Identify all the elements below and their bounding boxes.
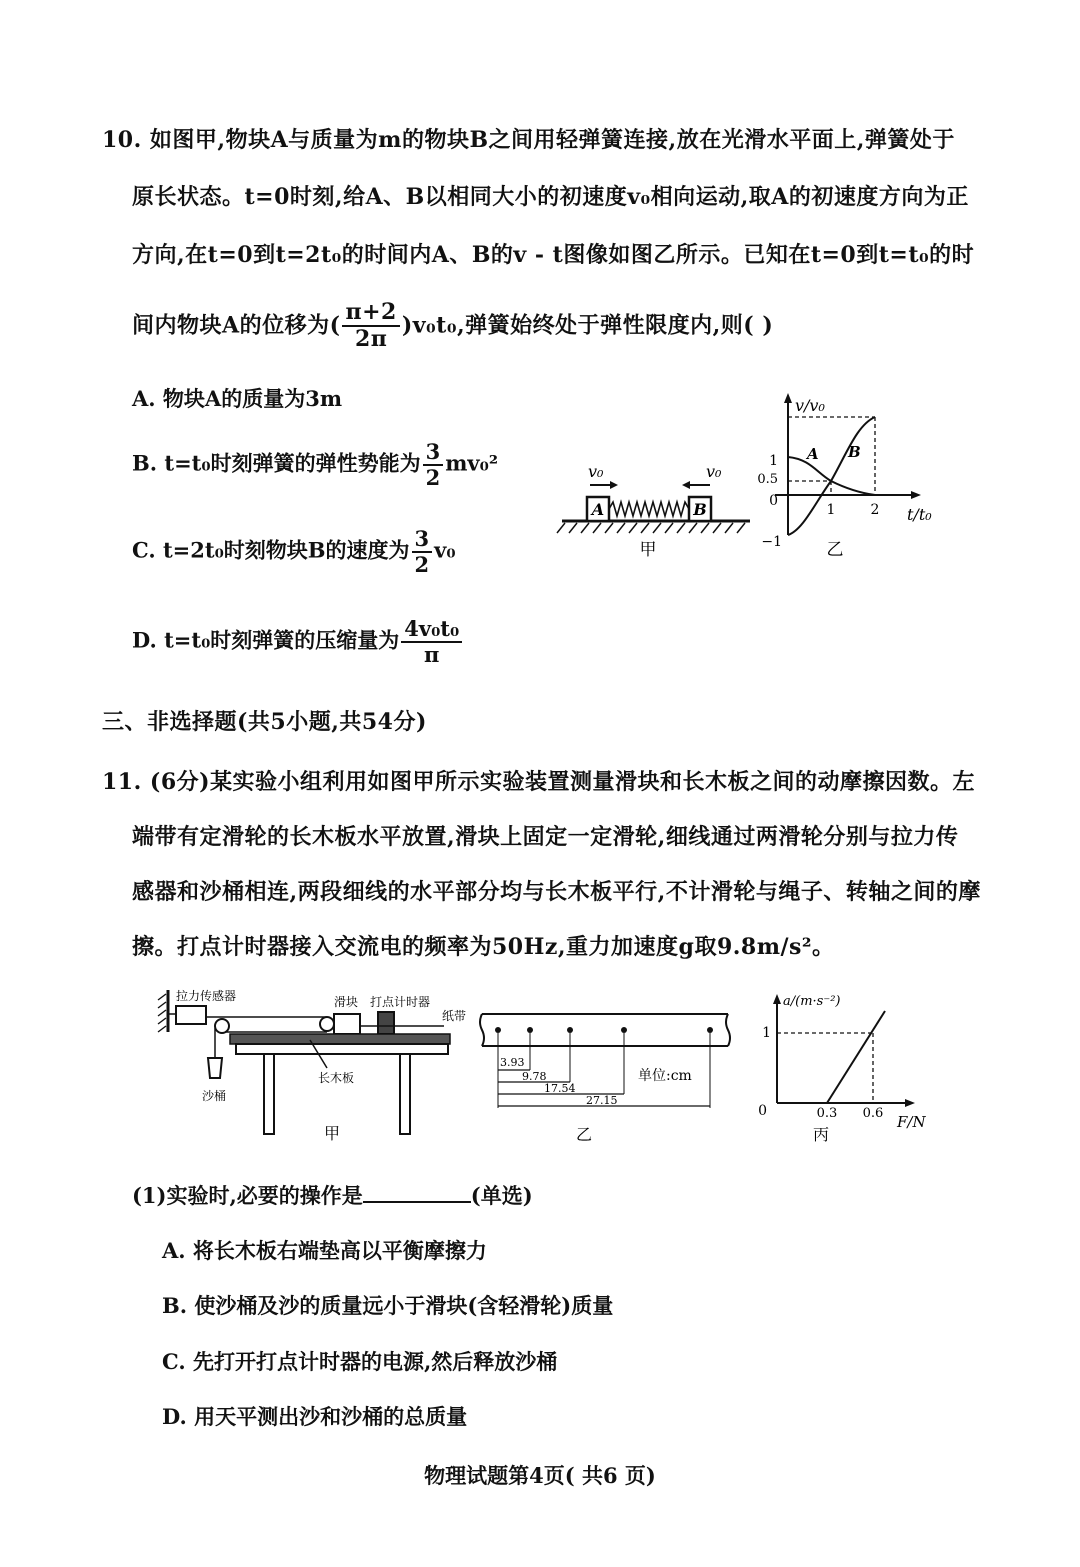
q10-option-a: A. 物块A的质量为3m xyxy=(132,386,343,411)
label-bucket: 沙桶 xyxy=(202,1089,227,1103)
option-c-pre: C. t=2t₀时刻物块B的速度为 xyxy=(132,537,410,563)
q10-line-3: 方向,在t=0到t=2t₀的时间内A、B的v - t图像如图乙所示。已知在t=0到t=t₀的时 xyxy=(132,242,975,268)
q11-option-d: D. 用天平测出沙和沙桶的总质量 xyxy=(162,1404,468,1429)
y-axis-arrow-icon xyxy=(784,393,792,403)
y-axis-label: v/v₀ xyxy=(795,396,825,415)
fraction-denominator: 2 xyxy=(425,465,441,491)
x-axis-arrow-icon xyxy=(911,491,921,499)
q11-line-3: 感器和沙桶相连,两段细线的水平部分均与长木板平行,不计滑轮与绳子、转轴之间的摩 xyxy=(132,879,981,905)
x-axis-label: t/t₀ xyxy=(907,505,932,524)
y-tick-minus-1: −1 xyxy=(761,534,782,550)
table-leg-left xyxy=(264,1054,274,1134)
q11-figure-jia xyxy=(152,982,472,1142)
label-board: 长木板 xyxy=(318,1071,355,1085)
slider-block xyxy=(334,1014,360,1034)
arrow-head-left-icon xyxy=(682,481,690,489)
distance-4: 27.15 xyxy=(586,1094,618,1107)
q10-line-4 xyxy=(132,300,773,353)
y-axis-label: a/(m·s⁻²) xyxy=(783,994,841,1009)
fraction-denominator: 2π xyxy=(354,326,388,353)
option-c-fraction xyxy=(412,527,433,577)
arrow-head-right-icon xyxy=(610,481,618,489)
distance-2: 9.78 xyxy=(522,1070,547,1083)
distance-3: 17.54 xyxy=(544,1082,576,1095)
figure-caption-jia: 甲 xyxy=(639,540,657,560)
q10-option-d xyxy=(132,617,464,667)
option-b-pre: B. t=t₀时刻弹簧的弹性势能为 xyxy=(132,450,421,476)
x-tick-0-6: 0.6 xyxy=(862,1106,884,1121)
q10-option-b xyxy=(132,440,498,490)
v0-right-label: v₀ xyxy=(706,462,722,481)
label-tape: 纸带 xyxy=(442,1009,467,1023)
fraction-numerator: 3 xyxy=(423,440,444,466)
force-sensor xyxy=(176,1006,206,1024)
q10-line-1: 10. 如图甲,物块A与质量为m的物块B之间用轻弹簧连接,放在光滑水平面上,弹簧处于 xyxy=(102,127,955,153)
y-axis-arrow-icon xyxy=(773,994,781,1004)
displacement-fraction xyxy=(342,300,399,353)
x-tick-2: 2 xyxy=(870,502,880,518)
x-axis-label: F/N xyxy=(897,1113,926,1131)
unit-label: 单位:cm xyxy=(638,1068,692,1084)
slider-pulley xyxy=(320,1017,334,1031)
curve-a-label: A xyxy=(807,445,819,463)
page-footer: 物理试题第4页( 共6 页) xyxy=(424,1463,656,1488)
sub-1-pre: (1)实验时,必要的操作是 xyxy=(132,1183,363,1208)
q11-figure-yi xyxy=(478,1008,733,1150)
v0-left-label: v₀ xyxy=(588,462,604,481)
q10-figure-yi xyxy=(755,385,955,565)
sand-bucket xyxy=(208,1058,222,1078)
af-line xyxy=(827,1011,885,1103)
y-tick-0: 0 xyxy=(769,493,778,509)
q10-option-c xyxy=(132,527,456,577)
answer-blank[interactable] xyxy=(363,1183,471,1203)
sub-1-post: (单选) xyxy=(470,1183,533,1208)
left-pulley xyxy=(215,1019,229,1033)
block-b-label: B xyxy=(693,500,707,519)
figure-caption-yi: 乙 xyxy=(575,1125,593,1144)
q11-option-a: A. 将长木板右端垫高以平衡摩擦力 xyxy=(162,1238,487,1263)
x-tick-1: 1 xyxy=(826,502,836,518)
spark-timer xyxy=(378,1012,394,1034)
tape-dots xyxy=(495,1027,713,1033)
option-b-fraction xyxy=(423,440,444,490)
figure-caption-jia: 甲 xyxy=(323,1124,341,1142)
table-leg-right xyxy=(400,1054,410,1134)
y-tick-1: 1 xyxy=(762,1025,771,1041)
fraction-denominator: π xyxy=(424,642,440,668)
distance-1: 3.93 xyxy=(500,1056,525,1069)
x-tick-0-3: 0.3 xyxy=(816,1106,838,1121)
spring xyxy=(609,502,689,516)
q10-line-2: 原长状态。t=0时刻,给A、B以相同大小的初速度v₀相向运动,取A的初速度方向为正 xyxy=(132,184,969,210)
option-c-post: v₀ xyxy=(434,537,456,563)
wall-hatch xyxy=(158,994,166,1032)
table-top xyxy=(236,1044,448,1054)
curve-b-label: B xyxy=(848,443,861,461)
ground-hatch xyxy=(557,523,745,533)
q11-line-1: 11. (6分)某实验小组利用如图甲所示实验装置测量滑块和长木板之间的动摩擦因数。左 xyxy=(102,769,976,795)
fraction-numerator: π+2 xyxy=(342,300,399,327)
x-axis-arrow-icon xyxy=(905,1099,915,1107)
fraction-denominator: 2 xyxy=(414,552,430,578)
q11-option-b: B. 使沙桶及沙的质量远小于滑块(含轻滑轮)质量 xyxy=(162,1293,614,1318)
figure-caption-yi: 乙 xyxy=(826,540,844,560)
q11-line-2: 端带有定滑轮的长木板水平放置,滑块上固定一定滑轮,细线通过两滑轮分别与拉力传 xyxy=(132,824,959,850)
y-tick-0-5: 0.5 xyxy=(757,472,778,487)
label-timer: 打点计时器 xyxy=(370,995,431,1009)
q11-sub-1 xyxy=(132,1180,533,1210)
label-force-sensor: 拉力传感器 xyxy=(176,989,237,1003)
y-tick-1: 1 xyxy=(769,453,778,469)
q11-line-4: 擦。打点计时器接入交流电的频率为50Hz,重力加速度g取9.8m/s²。 xyxy=(132,934,835,960)
q11-figure-bing xyxy=(755,985,945,1145)
section-3-title: 三、非选择题(共5小题,共54分) xyxy=(102,709,427,735)
q10-line-4-pre: 间内物块A的位移为( xyxy=(132,312,341,339)
figure-caption-bing: 丙 xyxy=(812,1125,830,1144)
fraction-numerator: 3 xyxy=(412,527,433,553)
label-slider: 滑块 xyxy=(334,995,359,1009)
q10-line-4-post: )v₀t₀,弹簧始终处于弹性限度内,则( ) xyxy=(401,312,774,339)
long-board xyxy=(230,1034,450,1044)
block-a-label: A xyxy=(591,500,605,519)
q11-option-c: C. 先打开打点计时器的电源,然后释放沙桶 xyxy=(162,1349,558,1374)
option-d-fraction xyxy=(401,617,462,667)
option-b-post: mv₀² xyxy=(445,450,499,476)
origin-label: 0 xyxy=(758,1103,767,1119)
fraction-numerator: 4v₀t₀ xyxy=(401,617,462,643)
q10-figure-jia xyxy=(550,455,760,565)
option-d-pre: D. t=t₀时刻弹簧的压缩量为 xyxy=(132,627,400,653)
